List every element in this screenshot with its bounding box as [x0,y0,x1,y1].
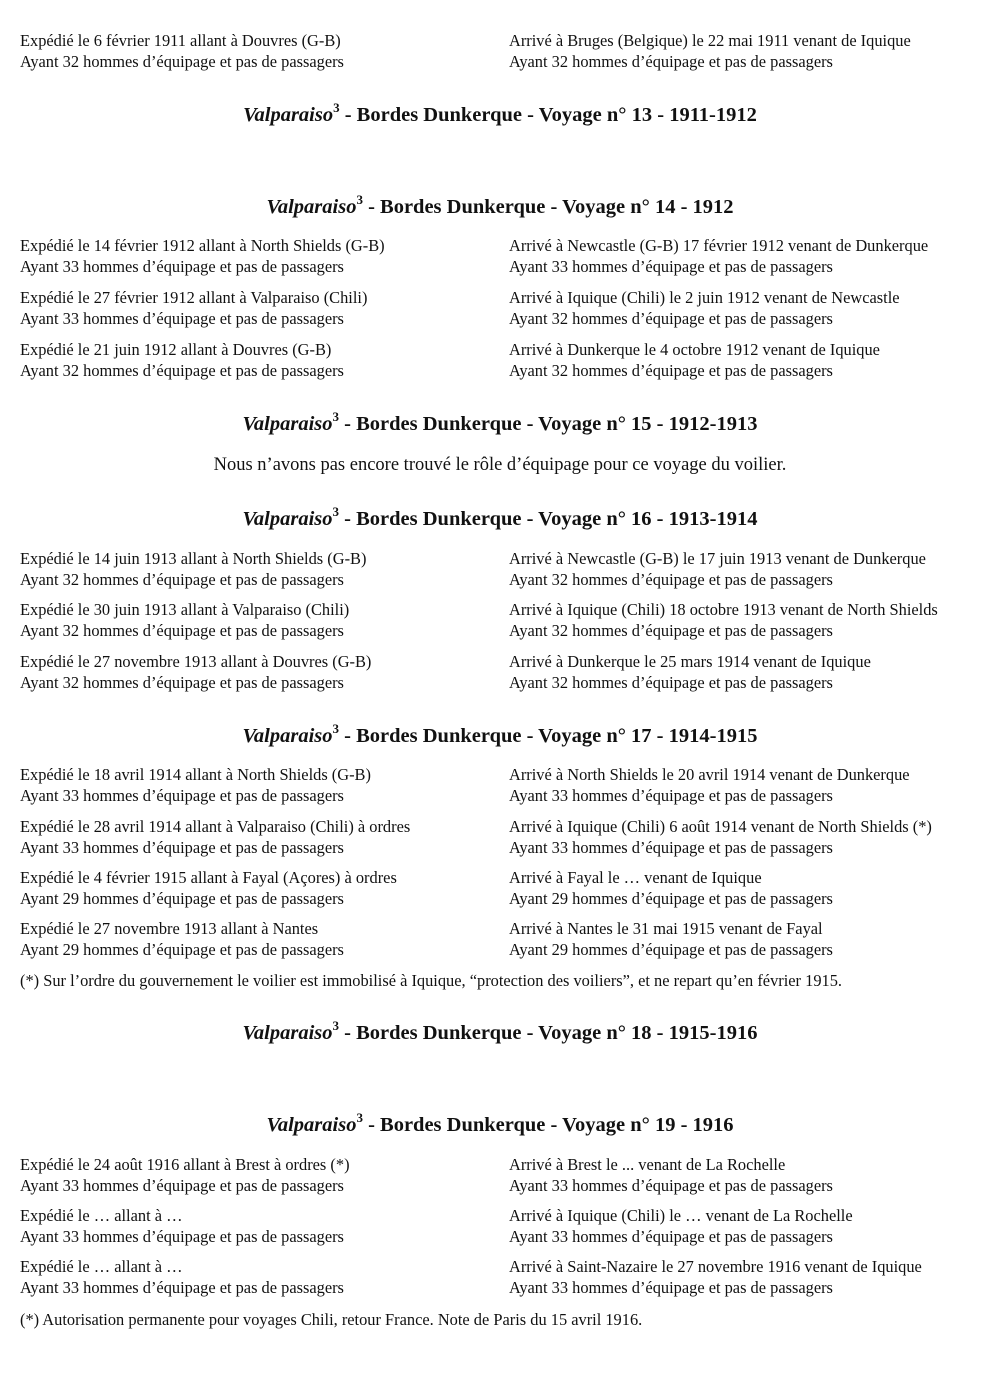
arrival-record [509,919,833,960]
arrival-crew-text: Ayant 32 hommes d’équipage et pas de passagers [509,672,833,692]
arrival-crew-text: Ayant 32 hommes d’équipage et pas de passagers [509,569,833,589]
voyage-entry [0,600,1000,644]
arrival-record [509,600,938,641]
arrival-crew-text: Ayant 33 hommes d’équipage et pas de passagers [509,256,833,276]
arrival-text: Arrivé à North Shields le 20 avril 1914 venant de Dunkerque [509,765,910,784]
voyage-years: 1912-1913 [668,413,758,435]
departure-text: Expédié le 27 février 1912 allant à Valparaiso (Chili) [20,288,368,307]
departure-crew-text: Ayant 33 hommes d’équipage et pas de passagers [20,308,344,328]
departure-text: Expédié le 24 août 1916 allant à Brest à ordres (*) [20,1155,350,1174]
departure-crew-text: Ayant 32 hommes d’équipage et pas de passagers [20,620,344,640]
arrival-crew-text: Ayant 32 hommes d’équipage et pas de passagers [509,360,833,380]
voyage-entry [0,549,1000,593]
arrival-text: Arrivé à Newcastle (G-B) le 17 juin 1913 venant de Dunkerque [509,549,926,568]
departure-crew-text: Ayant 32 hommes d’équipage et pas de passagers [20,51,344,71]
departure-record [20,868,397,909]
departure-text: Expédié le … allant à … [20,1206,183,1225]
arrival-crew-text: Ayant 29 hommes d’équipage et pas de passagers [509,939,833,959]
voyage-entry [0,340,1000,384]
arrival-crew-text: Ayant 32 hommes d’équipage et pas de passagers [509,620,833,640]
departure-crew-text: Ayant 32 hommes d’équipage et pas de passagers [20,569,344,589]
arrival-text: Arrivé à Dunkerque le 4 octobre 1912 venant de Iquique [509,340,880,359]
departure-record [20,652,371,693]
voyage-number: 15 [631,413,652,435]
voyage-heading-14: Valparaiso$^3$ - Bordes Dunkerque - Voyage n° 14 - 1912 [266,192,734,218]
heading-owner: - Bordes Dunkerque - Voyage n° [339,725,632,747]
voyage-entry [0,817,1000,861]
voyage-heading-19: Valparaiso$^3$ - Bordes Dunkerque - Voyage n° 19 - 1916 [266,1110,734,1136]
arrival-record [509,340,880,381]
voyage-years: 1914-1915 [668,725,758,747]
departure-crew-text: Ayant 33 hommes d’équipage et pas de passagers [20,837,344,857]
arrival-crew-text: Ayant 32 hommes d’équipage et pas de passagers [509,308,833,328]
arrival-record [509,288,900,329]
departure-crew-text: Ayant 33 hommes d’équipage et pas de passagers [20,785,344,805]
ship-name: Valparaiso [243,104,334,126]
heading-owner: - Bordes Dunkerque - Voyage n° [339,104,632,126]
ship-superscript: 3 [332,504,340,520]
arrival-record [509,652,871,693]
arrival-record [509,868,833,909]
voyage-number: 13 [631,104,653,126]
departure-record [20,1155,350,1196]
ship-name: Valparaiso [242,725,333,747]
voyage-years: 1912 [692,196,734,218]
ship-name: Valparaiso [266,1114,357,1136]
departure-crew-text: Ayant 33 hommes d’équipage et pas de passagers [20,256,344,276]
departure-record [20,1257,344,1298]
voyage-number: 16 [631,508,652,530]
departure-text: Expédié le 30 juin 1913 allant à Valparaiso (Chili) [20,600,350,619]
departure-record [20,600,349,641]
departure-record [20,31,344,72]
arrival-text: Arrivé à Iquique (Chili) le 2 juin 1912 venant de Newcastle [509,288,900,307]
heading-owner: - Bordes Dunkerque - Voyage n° [339,508,632,530]
arrival-record [509,1206,853,1247]
footnote: (*) Autorisation permanente pour voyages Chili, retour France. Note de Paris du 15 avril 1916. [20,1310,643,1329]
voyage-heading-16: Valparaiso$^3$ - Bordes Dunkerque - Voyage n° 16 - 1913-1914 [242,504,758,530]
arrival-record [509,1155,833,1196]
departure-crew-text: Ayant 29 hommes d’équipage et pas de passagers [20,888,344,908]
ship-superscript: 3 [356,192,363,208]
arrival-crew-text: Ayant 32 hommes d’équipage et pas de passagers [509,51,833,71]
departure-crew-text: Ayant 33 hommes d’équipage et pas de passagers [20,1175,344,1195]
voyage-entry [0,1206,1000,1250]
departure-record [20,765,371,806]
heading-owner: - Bordes Dunkerque - Voyage n° [362,196,655,218]
departure-text: Expédié le 18 avril 1914 allant à North Shields (G-B) [20,765,371,784]
departure-text: Expédié le 4 février 1915 allant à Fayal (Açores) à ordres [20,868,397,887]
voyage-years: 1911-1912 [669,104,757,126]
arrival-text: Arrivé à Brest le ... venant de La Rochelle [509,1155,786,1174]
missing-record-notice: Nous n’avons pas encore trouvé le rôle d’équipage pour ce voyage du voilier. [213,455,787,475]
heading-owner: - Bordes Dunkerque - Voyage n° [339,413,632,435]
voyage-entry-top [0,31,1000,75]
arrival-record [509,817,932,858]
voyage-entry [0,919,1000,963]
voyage-heading-15: Valparaiso$^3$ - Bordes Dunkerque - Voyage n° 15 - 1912-1913 [242,409,758,435]
arrival-record [509,1257,922,1298]
voyage-entry [0,652,1000,696]
departure-record [20,919,344,960]
ship-superscript: 3 [332,1018,340,1034]
voyage-entry [0,1257,1000,1301]
arrival-record [509,765,910,806]
departure-record [20,340,344,381]
departure-text: Expédié le 14 juin 1913 allant à North Shields (G-B) [20,549,367,568]
arrival-crew-text: Ayant 29 hommes d’équipage et pas de passagers [509,888,833,908]
arrival-record [509,31,911,72]
departure-record [20,549,366,590]
voyage-heading-13: Valparaiso$^3$ - Bordes Dunkerque - Voyage n° 13 - 1911-1912 [243,100,757,126]
departure-record [20,817,410,858]
arrival-record [509,549,926,590]
departure-record [20,236,385,277]
ship-name: Valparaiso [242,1022,333,1044]
departure-text: Expédié le 14 février 1912 allant à North Shields (G-B) [20,236,385,255]
arrival-text: Arrivé à Iquique (Chili) 6 août 1914 venant de North Shields (*) [509,817,932,836]
arrival-text: Arrivé à Nantes le 31 mai 1915 venant de Fayal [509,919,823,938]
arrival-text: Arrivé à Newcastle (G-B) 17 février 1912 venant de Dunkerque [509,236,929,255]
departure-crew-text: Ayant 29 hommes d’équipage et pas de passagers [20,939,344,959]
departure-text: Expédié le 27 novembre 1913 allant à Douvres (G-B) [20,652,372,671]
ship-superscript: 3 [332,409,340,425]
voyage-number: 19 [654,1114,676,1136]
departure-crew-text: Ayant 32 hommes d’équipage et pas de passagers [20,360,344,380]
ship-superscript: 3 [356,1110,363,1126]
voyage-entry [0,288,1000,332]
arrival-text: Arrivé à Iquique (Chili) 18 octobre 1913 venant de North Shields [509,600,938,619]
departure-record [20,288,367,329]
departure-text: Expédié le 6 février 1911 allant à Douvres (G-B) [20,31,341,50]
voyage-entry [0,1155,1000,1199]
arrival-crew-text: Ayant 33 hommes d’équipage et pas de passagers [509,1277,833,1297]
ship-name: Valparaiso [266,196,357,218]
voyage-number: 14 [654,196,676,218]
arrival-text: Arrivé à Iquique (Chili) le … venant de La Rochelle [509,1206,853,1225]
voyage-entry [0,236,1000,280]
voyage-entry [0,765,1000,809]
arrival-crew-text: Ayant 33 hommes d’équipage et pas de passagers [509,785,833,805]
voyage-heading-17: Valparaiso$^3$ - Bordes Dunkerque - Voyage n° 17 - 1914-1915 [242,721,758,747]
arrival-text: Arrivé à Saint-Nazaire le 27 novembre 1916 venant de Iquique [509,1257,922,1276]
arrival-record [509,236,928,277]
arrival-text: Arrivé à Dunkerque le 25 mars 1914 venant de Iquique [509,652,871,671]
arrival-crew-text: Ayant 33 hommes d’équipage et pas de passagers [509,837,833,857]
ship-name: Valparaiso [242,508,333,530]
ship-superscript: 3 [332,721,340,737]
voyage-years: 1915-1916 [668,1022,758,1044]
departure-text: Expédié le 27 novembre 1913 allant à Nantes [20,919,319,938]
arrival-crew-text: Ayant 33 hommes d’équipage et pas de passagers [509,1226,833,1246]
heading-owner: - Bordes Dunkerque - Voyage n° [362,1114,655,1136]
departure-crew-text: Ayant 33 hommes d’équipage et pas de passagers [20,1277,344,1297]
departure-crew-text: Ayant 33 hommes d’équipage et pas de passagers [20,1226,344,1246]
voyage-number: 17 [631,725,652,747]
voyage-number: 18 [631,1022,652,1044]
arrival-text: Arrivé à Fayal le … venant de Iquique [509,868,762,887]
voyage-entry [0,868,1000,912]
arrival-text: Arrivé à Bruges (Belgique) le 22 mai 1911 venant de Iquique [509,31,911,50]
voyage-years: 1916 [692,1114,734,1136]
departure-text: Expédié le 21 juin 1912 allant à Douvres (G-B) [20,340,332,359]
voyage-heading-18: Valparaiso$^3$ - Bordes Dunkerque - Voyage n° 18 - 1915-1916 [242,1018,758,1044]
arrival-crew-text: Ayant 33 hommes d’équipage et pas de passagers [509,1175,833,1195]
ship-name: Valparaiso [242,413,333,435]
ship-superscript: 3 [333,100,340,116]
departure-text: Expédié le … allant à … [20,1257,183,1276]
voyage-years: 1913-1914 [668,508,758,530]
departure-record [20,1206,344,1247]
departure-text: Expédié le 28 avril 1914 allant à Valparaiso (Chili) à ordres [20,817,411,836]
heading-owner: - Bordes Dunkerque - Voyage n° [339,1022,632,1044]
departure-crew-text: Ayant 32 hommes d’équipage et pas de passagers [20,672,344,692]
footnote: (*) Sur l’ordre du gouvernement le voilier est immobilisé à Iquique, “protection des voiliers”, et ne repart qu’en février 1915. [20,971,842,990]
